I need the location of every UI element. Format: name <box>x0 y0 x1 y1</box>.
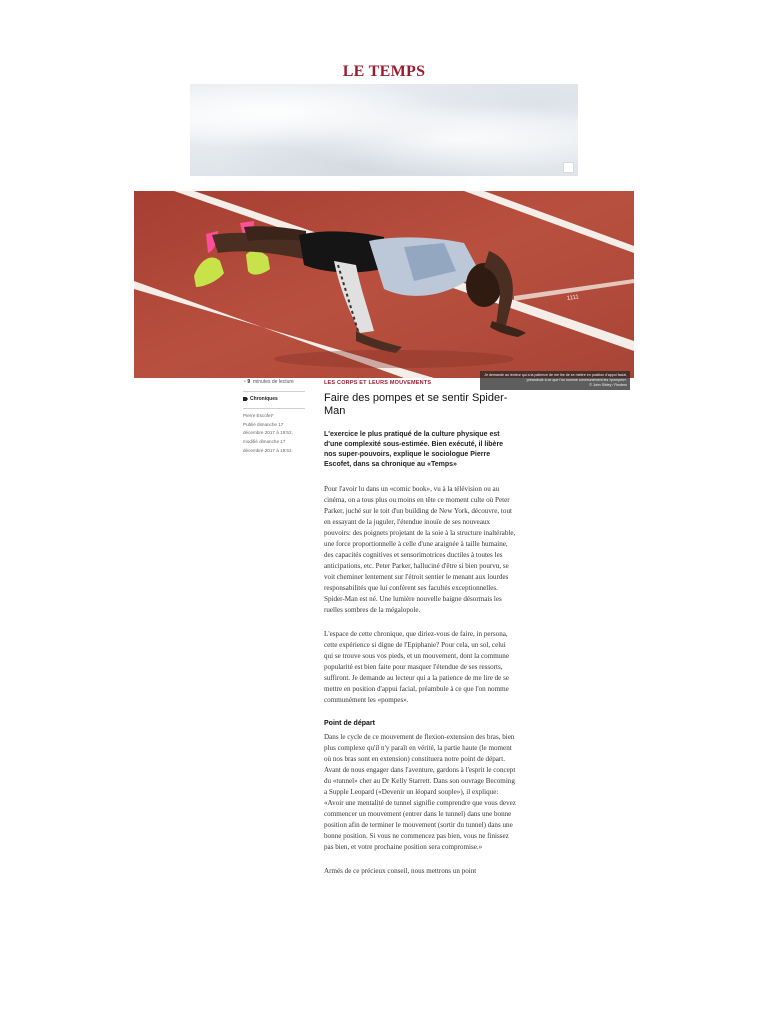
ad-snow-background <box>190 84 578 176</box>
article-meta-sidebar <box>243 379 305 456</box>
paragraph-2: L'espace de cette chronique, que diriez-vous de faire, in persona, cette expérience si digne de l'Epiphanie? Pour cela, un sol, celui qui se trouve sous vos pieds, et un mouvement, dont la commune popularité est bien faite pour masquer l'étendue de ses ressorts, suffiront. Je demande au lecteur qui a la patience de me lire de se mettre en position d'appui facial, préambule à ce que l'on nomme communément les «pompes». <box>324 630 510 704</box>
hero-image <box>134 191 634 378</box>
modified-date: modifié dimanche 17 décembre 2017 à 19:52. <box>243 439 293 453</box>
tag-icon <box>243 397 248 401</box>
article <box>324 380 516 877</box>
reading-time <box>243 379 305 392</box>
published-date: Publié dimanche 17 décembre 2017 à 19:52, <box>243 421 293 436</box>
article-title: Faire des pompes et se sentir Spider-Man <box>324 392 508 417</box>
rubric-link[interactable] <box>243 392 305 409</box>
caption-text: Je demande au lecteur qui a la patience de me lire de se mettre en position d'appui facial, préambule à ce que l'on nomme communément les «pompes». <box>484 373 627 382</box>
author-block <box>243 409 305 456</box>
paragraph-3: Dans le cycle de ce mouvement de flexion-extension des bras, bien plus complexe qu'il n'y paraît en vérité, la partie haute (le moment où nos bras sont en extension) constituera notre point de départ. Avant de nous engager dans l'aventure, gardons à l'esprit le concept du «tunnel» cher au Dr Kelly Starrett. Dans son ouvrage Becoming a Supple Leopard («Devenir un léopard souple»), il explique: «Avoir une mentalité de tunnel signifie comprendre que vous devez commencer un mouvement (entrer dans le tunnel) dans une bonne position afin de terminer le mouvement (sortir du tunnel) dans une bonne position. Si vous ne commencez pas bien, vous ne finissez pas bien, et votre prochaine position sera compromise.» <box>324 733 516 851</box>
site-logo[interactable]: LE TEMPS <box>342 63 426 80</box>
svg-text:1111: 1111 <box>566 294 580 302</box>
ad-info-icon[interactable] <box>563 162 574 173</box>
article-body <box>324 484 516 877</box>
rubric-label[interactable]: Chroniques <box>250 396 278 402</box>
article-lead: L'exercice le plus pratiqué de la culture physique est d'une complexité sous-estimée. Bien exécuté, il libère nos super-pouvoirs, explique le sociologue Pierre Escofet, dans sa chronique au «Temps» <box>324 431 504 468</box>
photo-credit: © John Sibley / Reuters <box>589 383 627 387</box>
author-name[interactable]: Pierre Escofet* <box>243 413 274 418</box>
article-kicker[interactable]: LES CORPS ET LEURS MOUVEMENTS <box>324 380 432 386</box>
advertisement-banner[interactable] <box>190 84 578 176</box>
clock-icon: ◔ <box>243 379 247 385</box>
paragraph-4: Armés de ce précieux conseil, nous mettrons un point <box>324 867 477 875</box>
hero-photo-athlete-pushup <box>134 191 634 378</box>
subheading: Point de départ <box>324 720 375 727</box>
paragraph-1: Pour l'avoir lu dans un «comic book», vu à la télévision ou au cinéma, on a tous plus ou moins en tête ce moment culte où Peter Parker, juché sur le toit d'un building de New York, découvre, tout en essayant de la juguler, l'étendue inouïe de ses nouveaux pouvoirs: des poignets projetant de la soie à la structure inaltérable, une force proportionnelle à celle d'une araignée à taille humaine, des capacités cognitives et sensorimotrices ductiles à toutes les anticipations, etc. Peter Parker, halluciné d'être si bien pourvu, se voit cheminer lentement sur l'étroit sentier le menant aux lourdes responsabilités que lui confèrent ses facultés exceptionnelles. Spider-Man est né. Une lumière nouvelle baigne désormais les ruelles sombres de la mégalopole. <box>324 485 516 614</box>
reading-time-value: 9 <box>247 379 251 385</box>
reading-time-label: minutes de lecture <box>252 379 294 385</box>
